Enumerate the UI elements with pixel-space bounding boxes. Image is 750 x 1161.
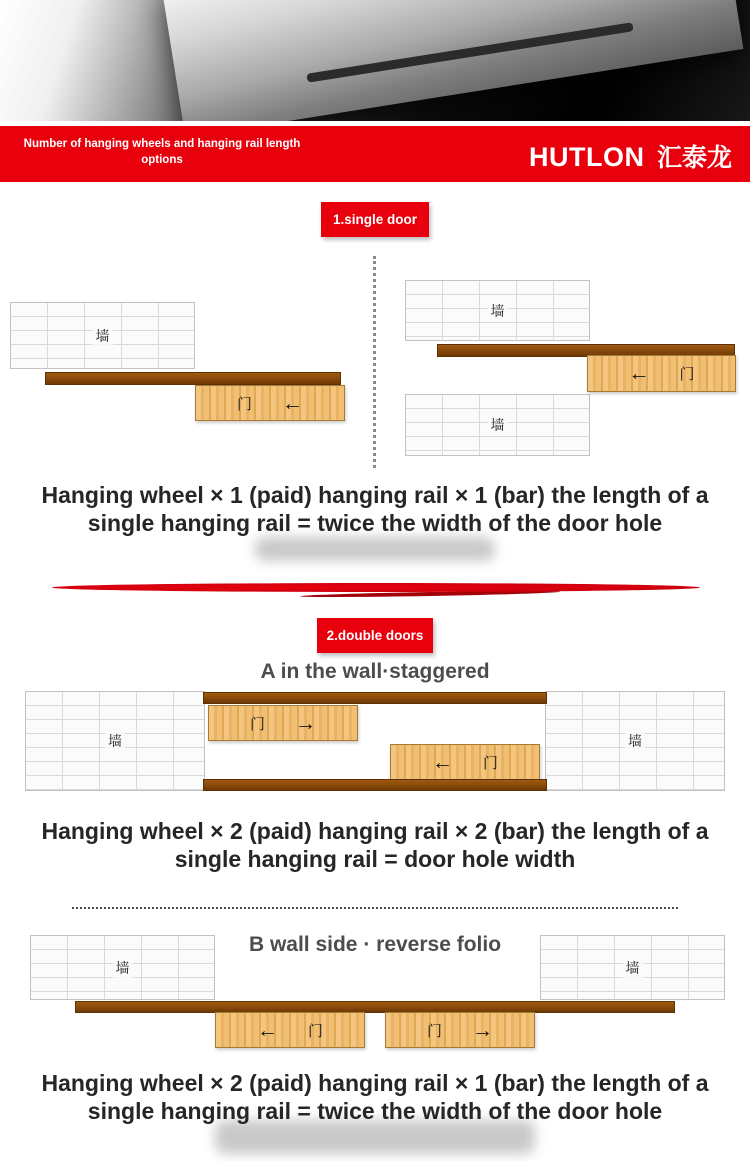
sliding-door (208, 705, 358, 741)
wall-label: 墙 (105, 731, 125, 751)
wall-block (545, 691, 725, 791)
hanging-rail (45, 372, 341, 385)
sliding-door (195, 385, 345, 421)
arrow-left-icon: ← (431, 750, 453, 774)
arrow-left-icon: ← (282, 391, 303, 415)
sliding-door (215, 1012, 365, 1048)
arrow-right-icon: → (472, 1018, 493, 1042)
wall-block (25, 691, 205, 791)
hanging-rail (203, 692, 547, 704)
hanging-rail (203, 779, 547, 791)
hanging-rail (75, 1001, 675, 1013)
wall-label: 墙 (113, 958, 133, 978)
section-header (0, 126, 750, 182)
sliding-door (587, 355, 736, 392)
brand-logo-cn: 汇泰龙 (656, 144, 732, 172)
door-label: 门 (679, 366, 695, 383)
single-door-badge: 1.single door (321, 202, 429, 237)
sliding-door (385, 1012, 535, 1048)
door-label: 门 (236, 395, 252, 413)
caption-shadow (255, 537, 495, 561)
wall-label: 墙 (488, 301, 508, 321)
sliding-door (390, 744, 540, 780)
door-label: 门 (426, 1022, 442, 1040)
wall-label: 墙 (488, 415, 508, 435)
wall-block (10, 302, 195, 369)
caption-double-doors-b: Hanging wheel × 2 (paid) hanging rail × 1 (bar) the length of a single hanging rail = twice the width of the door hole (41, 1070, 709, 1124)
caption-single-door: Hanging wheel × 1 (paid) hanging rail × 1 (bar) the length of a single hanging rail = twice the width of the door hole (41, 482, 709, 536)
wall-block (405, 394, 590, 456)
wall-block (405, 280, 590, 341)
arrow-left-icon: ← (628, 362, 650, 385)
dotted-divider (72, 907, 678, 909)
wall-label: 墙 (93, 326, 113, 346)
variant-b-subtitle: B wall side · reverse folio (248, 933, 502, 956)
caption-double-doors-a: Hanging wheel × 2 (paid) hanging rail × 2 (bar) the length of a single hanging rail = door hole width (41, 818, 709, 872)
brand-logo (529, 138, 732, 174)
product-photo (0, 0, 750, 121)
arrow-left-icon: ← (256, 1018, 278, 1042)
wall-label: 墙 (623, 958, 643, 978)
arrow-right-icon: → (295, 711, 316, 735)
section-title: Number of hanging wheels and hanging rail length options (23, 138, 301, 166)
brand-logo-en: HUTLON (529, 142, 645, 172)
vertical-dotted-divider (373, 256, 376, 468)
double-doors-badge: 2.double doors (317, 618, 433, 653)
variant-a-subtitle: A in the wall·staggered (260, 660, 490, 683)
door-label: 门 (482, 754, 498, 772)
red-divider (52, 583, 700, 592)
wall-label: 墙 (625, 731, 645, 751)
door-label: 门 (249, 715, 265, 733)
door-label: 门 (307, 1022, 323, 1040)
